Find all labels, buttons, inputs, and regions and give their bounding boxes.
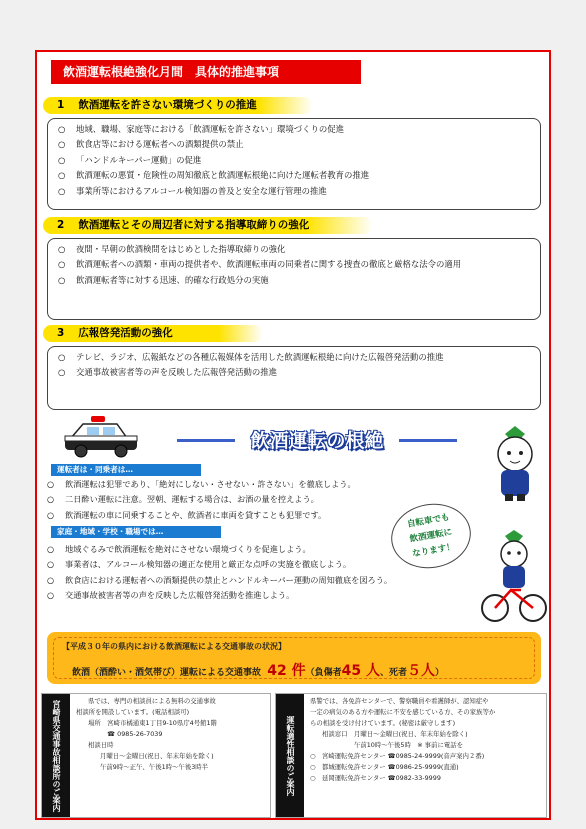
section-3-header (43, 325, 263, 342)
list-item: ○ 事業者は、アルコール検知器の適正な使用と厳正な点呼の実施を徹底しよう。 (47, 557, 427, 572)
stats-frame (53, 637, 535, 679)
poster-banner: 飲酒運転根絶強化月間 具体的推進事項 (51, 60, 361, 84)
community-header: 家庭・地域・学校・職場では… (51, 526, 221, 538)
phone-number: ☎ 0985-26-7039 (88, 730, 163, 738)
bullet-icon: ○ (58, 244, 66, 254)
section-3-box (47, 346, 541, 410)
accident-consultation-body: 県では、専門の相談員による無料の交通事故 相談所を開設しています。(電話相談可) 場所 宮崎市橘通東1丁目9-10県庁4号館1階 ☎ 0985-26-7039 相談日時 月曜日～金曜日(祝日、年末年始を除く) 午前9時～正午、午後1時～午後3時半 (76, 696, 266, 773)
section-1-box (47, 118, 541, 210)
section-2-header (43, 217, 373, 234)
accident-count: 42 件 (267, 663, 306, 679)
section-3-number: 3 (57, 327, 65, 339)
license-center-row: ○ 宮崎運転免許センター ☎0985-24-9999(音声案内２番) (310, 752, 485, 760)
bullet-icon: ○ (58, 139, 66, 150)
bullet-icon: ○ (58, 274, 66, 285)
injured-count: 45 人 (341, 663, 381, 679)
driving-aptitude-body: 県警では、各免許センターで、警察職員や看護師が、認知症や 一定の病気のある方や運転に不安を感じている方、その家族等か らの相談を受け付けています。(秘密は厳守します) 相談窓口 月曜日～金曜日(祝日、年末年始を除く) 午前10時～午後5時 ※ 事前に電話を ○ 宮崎運転免許センター ☎0985-24-9999(音声案内２番) ○ 都城運転免許センター ☎0986-25-9999(直通) ○ 延岡運転免許センター ☎0982-33-9999 (310, 696, 542, 784)
bullet-icon: ○ (47, 494, 55, 505)
list-item: ○ 二日酔い運転に注意。翌朝、運転する場合は、お酒の量を控えよう。 (47, 492, 427, 507)
bullet-icon: ○ (47, 559, 55, 570)
section-1-number: 1 (57, 99, 65, 111)
section-1-header (43, 97, 313, 114)
bullet-icon: ○ (47, 509, 55, 520)
section-2-number: 2 (57, 219, 65, 231)
bullet-icon: ○ (47, 544, 55, 554)
police-car-icon (61, 414, 141, 460)
list-item: ○ 事業所等におけるアルコール検知器の普及と安全な運行管理の推進 (58, 184, 534, 199)
section-1-title: 飲酒運転を許さない環境づくりの推進 (78, 99, 257, 111)
section-3-title: 広報啓発活動の強化 (78, 327, 173, 339)
list-item: ○ 飲酒運転は犯罪であり、「絶対にしない・させない・許さない」を徹底しよう。 (47, 477, 427, 492)
list-item: ○ 夜間・早朝の飲酒検問をはじめとした指導取締りの強化 (58, 242, 534, 257)
drivers-list (47, 477, 427, 523)
list-item: ○ 飲酒運転者等に対する迅速、的確な行政処分の実施 (58, 273, 534, 288)
stats-row: 飲酒（酒酔い・酒気帯び）運転による交通事故 42 件（負傷者45 人、死者５人） (72, 663, 445, 679)
bullet-icon: ○ (58, 352, 66, 362)
stats-label: 飲酒（酒酔い・酒気帯び）運転による交通事故 (72, 668, 262, 678)
bullet-icon: ○ (58, 154, 66, 165)
list-item: ○ 地域、職場、家庭等における「飲酒運転を許さない」環境づくりの促進 (58, 122, 534, 137)
main-title: 飲酒運転の根絶 (250, 430, 384, 452)
bullet-icon: ○ (47, 574, 55, 585)
list-item: ○ 「ハンドルキーパー運動」の促進 (58, 153, 534, 168)
bullet-icon: ○ (58, 185, 66, 196)
list-item: ○ 飲食店における運転者への酒類提供の禁止とハンドルキーパー運動の周知徹底を図ろう。 (47, 573, 427, 588)
driving-aptitude-side-title: 運転適性相談のご案内 (276, 694, 304, 817)
list-item: ○ テレビ、ラジオ、広報紙などの各種広報媒体を活用した飲酒運転根絶に向けた広報啓発活動の推進 (58, 350, 534, 365)
bullet-icon: ○ (47, 590, 55, 601)
list-item: ○ 飲食店等における運転者への酒類提供の禁止 (58, 137, 534, 152)
mascot-icon (485, 426, 545, 502)
bullet-icon: ○ (58, 259, 66, 270)
list-item: ○ 飲酒運転者への酒類・車両の提供者や、飲酒運転車両の同乗者に関する捜査の徹底と厳格な法令の適用 (58, 257, 534, 272)
main-title-bar (177, 427, 457, 455)
list-item: ○ 飲酒運転の車に同乗することや、飲酒者に車両を貸すことも犯罪です。 (47, 508, 427, 523)
accident-stats-box (47, 632, 541, 684)
list-item: ○ 交通事故被害者等の声を反映した広報啓発活動の推進 (58, 365, 534, 380)
death-count: ５人 (407, 663, 436, 679)
bullet-icon: ○ (47, 479, 55, 489)
bullet-icon: ○ (58, 367, 66, 378)
title-divider (177, 439, 235, 442)
license-center-row: ○ 都城運転免許センター ☎0986-25-9999(直通) (310, 763, 459, 771)
title-divider (399, 439, 457, 442)
stats-heading: 【平成３０年の県内における飲酒運転による交通事故の状況】 (62, 642, 286, 651)
section-2-box (47, 238, 541, 320)
drivers-header: 運転者は・同乗者は… (51, 464, 201, 476)
bicycle-mascot-icon (481, 530, 547, 626)
section-2-title: 飲酒運転とその周辺者に対する指導取締りの強化 (78, 219, 310, 231)
accident-consultation-side-title: 宮崎県交通事故相談所のご案内 (42, 694, 70, 817)
bullet-icon: ○ (58, 124, 66, 134)
bicycle-warning-bubble: 自転車でも 飲酒運転に なります！ (386, 498, 476, 575)
bullet-icon: ○ (58, 170, 66, 181)
license-center-row: ○ 延岡運転免許センター ☎0982-33-9999 (310, 774, 441, 782)
list-item: ○ 飲酒運転の悪質・危険性の周知徹底と飲酒運転根絶に向けた運転者教育の推進 (58, 168, 534, 183)
poster-sheet (35, 50, 551, 820)
community-list (47, 542, 427, 604)
accident-consultation-info (41, 693, 271, 818)
driving-aptitude-info (275, 693, 547, 818)
list-item: ○ 交通事故被害者等の声を反映した広報啓発活動を推進しよう。 (47, 588, 427, 603)
list-item: ○ 地域ぐるみで飲酒運転を絶対にさせない環境づくりを促進しよう。 (47, 542, 427, 557)
